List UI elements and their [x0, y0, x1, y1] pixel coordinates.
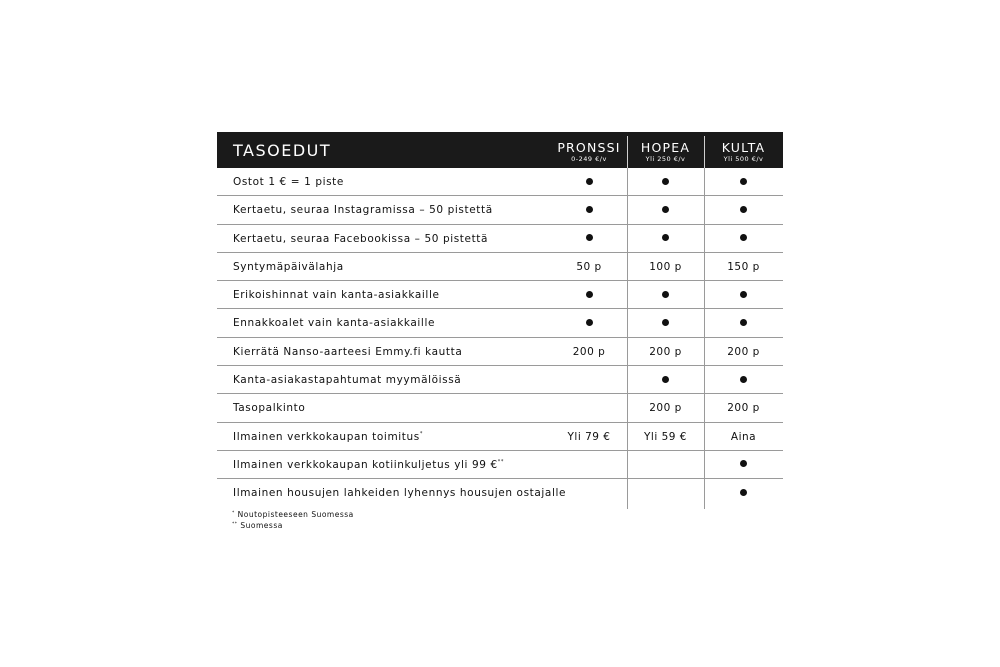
included-dot-icon — [551, 281, 627, 309]
cell-value: 200 p — [727, 345, 760, 358]
cell-value: 150 p — [727, 260, 760, 273]
dot-icon — [586, 234, 593, 241]
dot-icon — [662, 291, 669, 298]
included-dot-icon — [627, 168, 704, 196]
cell-value: 200 p — [649, 345, 682, 358]
column-threshold: Yli 500 €/v — [723, 155, 764, 163]
empty-cell — [551, 366, 627, 394]
included-dot-icon — [704, 168, 783, 196]
table-row — [217, 281, 783, 309]
column-header-pronssi — [551, 132, 627, 168]
included-dot-icon — [704, 479, 783, 507]
row-label — [233, 487, 566, 499]
cell-value: Yli 59 € — [644, 430, 687, 443]
included-dot-icon — [627, 366, 704, 394]
table-row — [217, 338, 783, 366]
row-label — [233, 402, 305, 414]
footnote-text: Suomessa — [240, 521, 283, 530]
footnote-text: Noutopisteeseen Suomessa — [237, 510, 354, 519]
column-divider — [627, 168, 628, 509]
table-header — [217, 132, 783, 168]
column-name: KULTA — [721, 140, 766, 155]
empty-cell — [551, 451, 627, 479]
included-dot-icon — [627, 281, 704, 309]
row-label — [233, 459, 504, 471]
dot-icon — [586, 178, 593, 185]
included-dot-icon — [704, 366, 783, 394]
dot-icon — [740, 234, 747, 241]
row-label — [233, 346, 462, 358]
row-label-text: Ennakkoalet vain kanta-asiakkaille — [233, 317, 436, 330]
row-label — [233, 374, 461, 386]
table-row — [217, 451, 783, 479]
included-dot-icon — [704, 309, 783, 337]
included-dot-icon — [704, 451, 783, 479]
cell-value: 200 p — [572, 345, 606, 358]
included-dot-icon — [704, 225, 783, 253]
table-row — [217, 394, 783, 422]
table-row — [217, 479, 783, 507]
included-dot-icon — [551, 168, 627, 196]
dot-icon — [586, 206, 593, 213]
included-dot-icon — [627, 225, 704, 253]
cell-value: 100 p — [649, 260, 682, 273]
dot-icon — [662, 178, 669, 185]
dot-icon — [586, 291, 593, 298]
empty-cell — [627, 479, 704, 507]
table-row — [217, 168, 783, 196]
included-dot-icon — [627, 309, 704, 337]
table-row — [217, 366, 783, 394]
table-row — [217, 196, 783, 224]
dot-icon — [740, 319, 747, 326]
row-label-text: Kertaetu, seuraa Facebookissa – 50 pistettä — [233, 232, 489, 245]
dot-icon — [740, 291, 747, 298]
dot-icon — [740, 489, 747, 496]
dot-icon — [662, 376, 669, 383]
cell-value: 50 p — [576, 260, 602, 273]
footnote-mark: * — [232, 511, 235, 516]
included-dot-icon — [551, 309, 627, 337]
included-dot-icon — [704, 196, 783, 224]
footnote — [232, 520, 354, 531]
column-divider — [704, 168, 705, 509]
row-label-text: Kanta-asiakastapahtumat myymälöissä — [233, 374, 462, 387]
row-label-text: Erikoishinnat vain kanta-asiakkaille — [233, 289, 440, 302]
table-title: TASOEDUT — [233, 141, 332, 160]
row-label-text: Ilmainen verkkokaupan toimitus — [233, 430, 420, 443]
row-label-text: Ostot 1 € = 1 piste — [233, 176, 344, 188]
column-threshold: Yli 250 €/v — [645, 155, 686, 163]
row-label-text: Ilmainen housujen lahkeiden lyhennys housujen ostajalle — [233, 487, 567, 500]
column-name: PRONSSI — [557, 140, 621, 155]
cell-value: Aina — [730, 430, 757, 443]
row-label-text: Syntymäpäivälahja — [233, 260, 344, 273]
footnotes — [232, 509, 354, 531]
row-label — [233, 289, 440, 301]
table-row — [217, 253, 783, 281]
dot-icon — [662, 319, 669, 326]
column-header-kulta — [704, 132, 783, 168]
row-label — [233, 317, 435, 329]
included-dot-icon — [627, 196, 704, 224]
footnote-mark: * — [419, 430, 423, 437]
row-label — [233, 204, 493, 216]
footnote-mark: ** — [497, 458, 504, 465]
row-label-text: Tasopalkinto — [233, 402, 306, 415]
dot-icon — [662, 206, 669, 213]
row-label — [233, 431, 423, 443]
table-body — [217, 168, 783, 508]
column-threshold: 0-249 €/v — [571, 155, 607, 163]
dot-icon — [740, 460, 747, 467]
row-label-text: Kertaetu, seuraa Instagramissa – 50 pistettä — [233, 204, 493, 217]
row-label — [233, 176, 344, 188]
empty-cell — [551, 394, 627, 422]
column-header-hopea — [627, 132, 704, 168]
footnote — [232, 509, 354, 520]
cell-value: 200 p — [727, 402, 760, 415]
dot-icon — [740, 376, 747, 383]
empty-cell — [627, 451, 704, 479]
row-label — [233, 261, 344, 273]
cell-value: Yli 79 € — [567, 430, 611, 443]
dot-icon — [662, 234, 669, 241]
column-name: HOPEA — [640, 140, 691, 155]
included-dot-icon — [704, 281, 783, 309]
cell-value: 200 p — [649, 402, 682, 415]
row-label — [233, 233, 488, 245]
footnote-mark: ** — [232, 522, 238, 527]
table-row — [217, 225, 783, 253]
row-label-text: Kierrätä Nanso-aarteesi Emmy.fi kautta — [233, 345, 463, 358]
included-dot-icon — [551, 225, 627, 253]
dot-icon — [586, 319, 593, 326]
empty-cell — [551, 479, 627, 507]
dot-icon — [740, 178, 747, 185]
dot-icon — [740, 206, 747, 213]
table-row — [217, 309, 783, 337]
table-row — [217, 423, 783, 451]
included-dot-icon — [551, 196, 627, 224]
benefits-table — [217, 132, 783, 508]
row-label-text: Ilmainen verkkokaupan kotiinkuljetus yli 99 € — [233, 458, 498, 471]
